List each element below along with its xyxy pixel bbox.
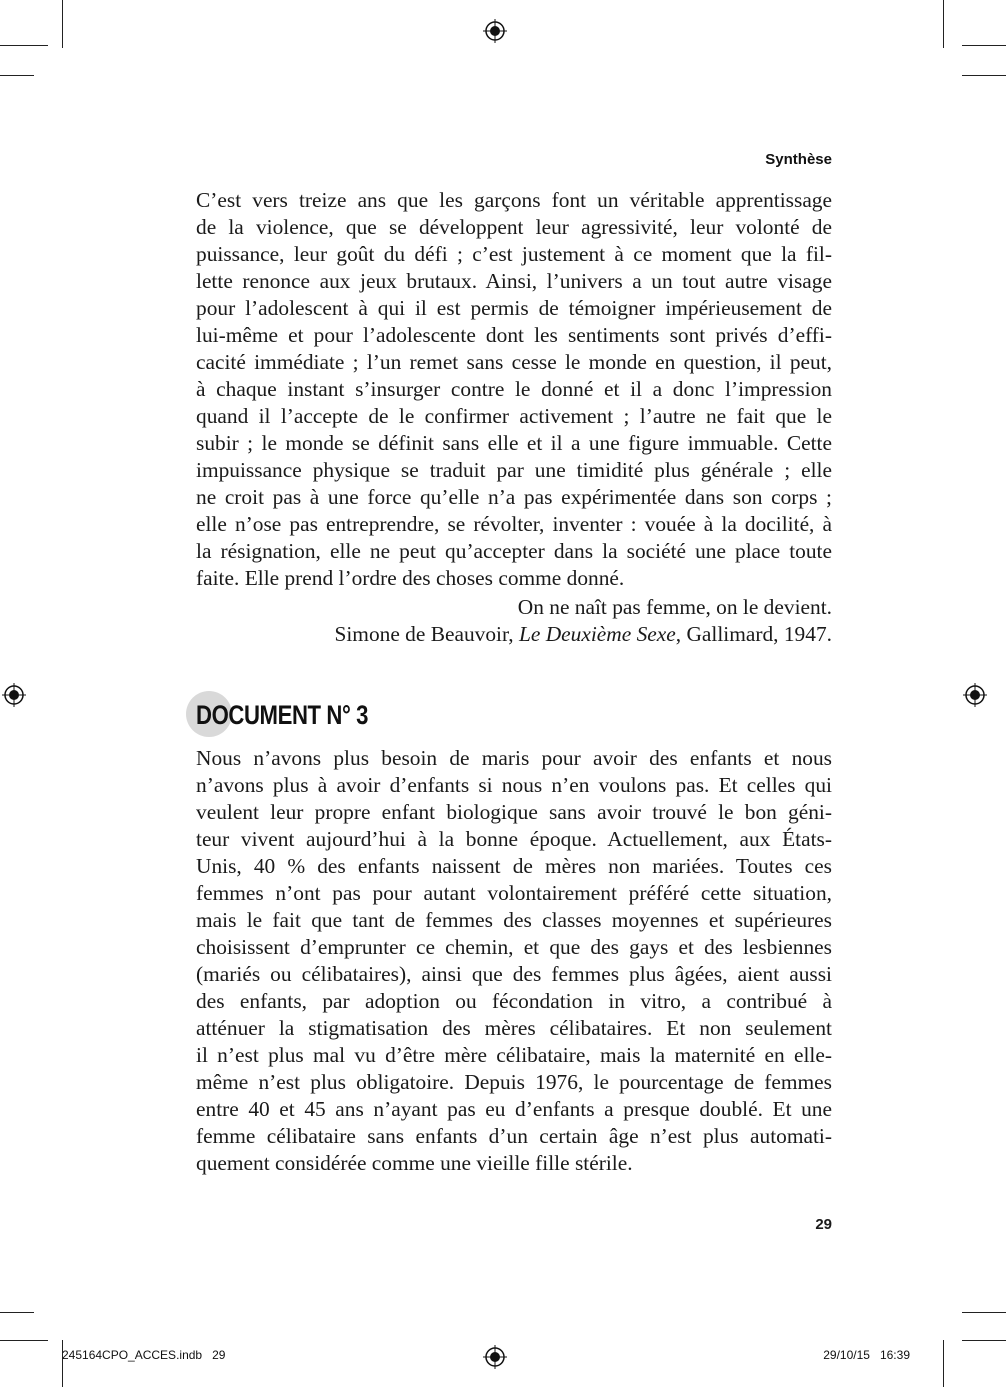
crop-mark: [0, 75, 34, 76]
source-citation: [334, 621, 832, 648]
crop-mark: [62, 0, 63, 48]
text-line: lette renonce aux jeux brutaux. Ainsi, l’univers a un tout autre visage: [196, 269, 832, 293]
text-line: même n’est plus obligatoire. Depuis 1976, le pourcentage de femmes: [196, 1070, 832, 1094]
text-line: quand il l’accepte de le confirmer activement ; l’autre ne fait que le: [196, 404, 832, 428]
document-heading: [186, 690, 396, 740]
crop-mark: [962, 45, 1006, 46]
text-line: des enfants, par adoption ou fécondation in vitro, a contribué à: [196, 989, 832, 1013]
text-line: pour l’adolescent à qui il est permis de témoigner impérieusement de: [196, 296, 832, 320]
crop-mark: [962, 75, 1006, 76]
text-line: de la violence, que se développent leur agressivité, leur volonté de: [196, 215, 832, 239]
text-line: puissance, leur goût du défi ; c’est justement à ce moment que la fil-: [196, 242, 832, 266]
registration-mark-icon: [2, 683, 26, 707]
text-line: teur vivent aujourd’hui à la bonne époque. Actuellement, aux États-: [196, 827, 832, 851]
crop-mark: [943, 0, 944, 48]
source-author: Simone de Beauvoir,: [334, 622, 519, 646]
text-line: Nous n’avons plus besoin de maris pour avoir des enfants et nous: [196, 746, 832, 770]
registration-mark-icon: [483, 19, 507, 43]
text-line: ne croit pas à une force qu’elle n’a pas expérimentée dans son corps ;: [196, 485, 832, 509]
registration-mark-icon: [483, 1345, 507, 1369]
text-line: atténuer la stigmatisation des mères célibataires. Et non seulement: [196, 1016, 832, 1040]
text-line: Unis, 40 % des enfants naissent de mères non mariées. Toutes ces: [196, 854, 832, 878]
crop-mark: [962, 1312, 1006, 1313]
text-line: choisissent d’emprunter ce chemin, et que des gays et des lesbiennes: [196, 935, 832, 959]
slug-filename: 245164CPO_ACCES.indb 29: [62, 1348, 226, 1362]
text-line: entre 40 et 45 ans n’ayant pas eu d’enfants a presque doublé. Et une: [196, 1097, 832, 1121]
text-line: la résignation, elle ne peut qu’accepter dans la société une place toute: [196, 539, 832, 563]
text-line: femmes n’ont pas pour autant volontairement préféré cette situation,: [196, 881, 832, 905]
text-line: à chaque instant s’insurger contre le donné et il a donc l’impression: [196, 377, 832, 401]
text-line: femme célibataire sans enfants d’un certain âge n’est plus automati-: [196, 1124, 832, 1148]
text-line: n’avons plus à avoir d’enfants si nous n’en voulons pas. Et celles qui: [196, 773, 832, 797]
registration-mark-icon: [963, 683, 987, 707]
text-line: subir ; le monde se définit sans elle et il a une figure immuable. Cette: [196, 431, 832, 455]
excerpt-beauvoir: [196, 187, 832, 592]
slug-timestamp: 29/10/15 16:39: [823, 1348, 910, 1362]
text-line: (mariés ou célibataires), ainsi que des femmes plus âgées, aient aussi: [196, 962, 832, 986]
text-line: veulent leur propre enfant biologique sans avoir trouvé le bon géni-: [196, 800, 832, 824]
text-line: lui-même et pour l’adolescente dont les sentiments sont privés d’effi-: [196, 323, 832, 347]
crop-mark: [943, 1340, 944, 1387]
text-line: cacité immédiate ; l’un remet sans cesse le monde en question, il peut,: [196, 350, 832, 374]
source-subtitle: On ne naît pas femme, on le devient.: [517, 595, 832, 619]
crop-mark: [962, 1340, 1006, 1341]
text-line: faite. Elle prend l’ordre des choses comme donné.: [196, 566, 625, 590]
crop-mark: [0, 1340, 48, 1341]
excerpt-document-3: [196, 745, 832, 1177]
source-work-title: Le Deuxième Sexe: [518, 622, 676, 646]
crop-mark: [0, 45, 48, 46]
page-number: 29: [815, 1216, 832, 1233]
source-publisher: , Gallimard, 1947.: [675, 622, 832, 646]
text-line: quement considérée comme une vieille fille stérile.: [196, 1151, 633, 1175]
text-line: C’est vers treize ans que les garçons font un véritable apprentissage: [196, 188, 832, 212]
document-heading-label: DOCUMENT N° 3: [196, 699, 369, 730]
running-head: Synthèse: [765, 151, 832, 168]
text-line: impuissance physique se traduit par une timidité plus générale ; elle: [196, 458, 832, 482]
text-line: mais le fait que tant de femmes des classes moyennes et supérieures: [196, 908, 832, 932]
text-line: elle n’ose pas entreprendre, se révolter, inventer : vouée à la docilité, à: [196, 512, 832, 536]
crop-mark: [0, 1312, 34, 1313]
text-line: il n’est plus mal vu d’être mère célibataire, mais la maternité en elle-: [196, 1043, 832, 1067]
